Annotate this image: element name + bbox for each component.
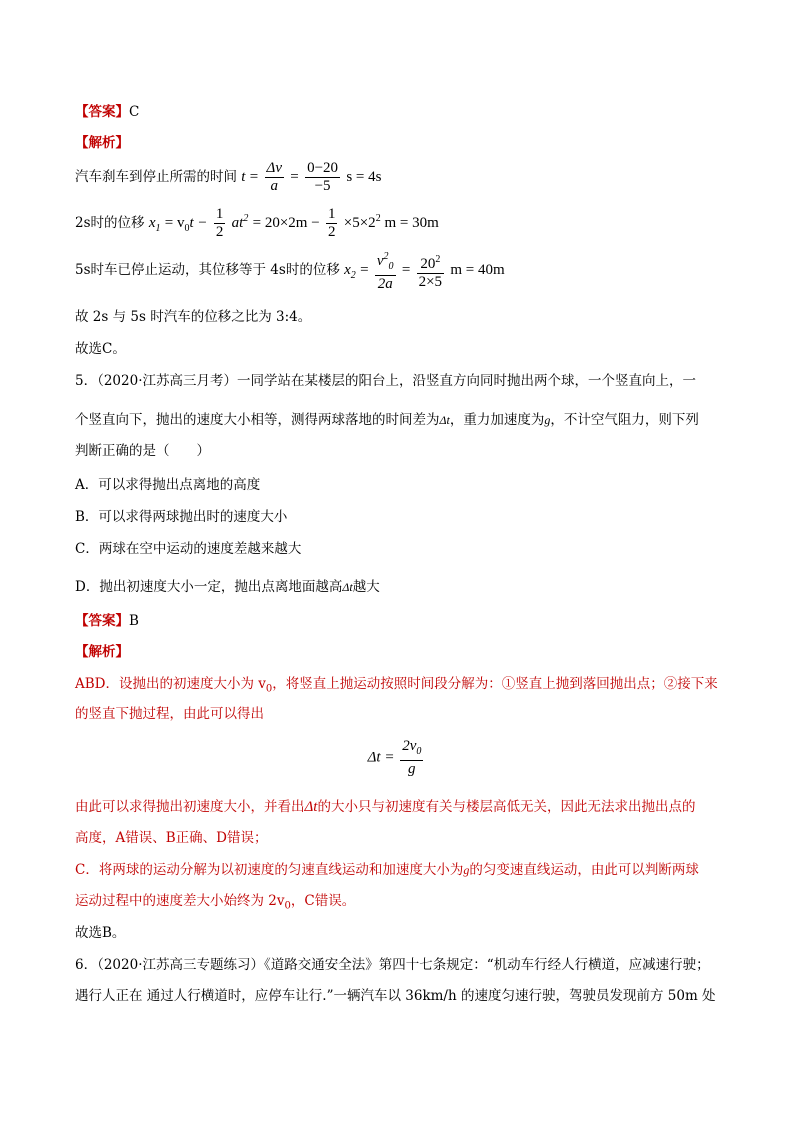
analysis-line-1 — [75, 674, 718, 700]
numerator: 1 — [327, 206, 336, 222]
centered-equation — [0, 738, 793, 778]
option-a: A．可以求得抛出点离地的高度 — [75, 477, 261, 493]
superscript: 2 — [243, 213, 249, 224]
eq-text: = v — [164, 215, 185, 231]
fraction-half — [214, 206, 226, 241]
analysis-heading — [75, 642, 129, 662]
denominator: 2 — [215, 224, 224, 240]
eq-v0t — [164, 215, 208, 234]
q-text: 越大 — [352, 579, 380, 595]
solution-line-3 — [75, 248, 505, 296]
subscript: 0 — [265, 683, 273, 695]
numerator — [400, 738, 423, 761]
analysis-tag: 【解析】 — [75, 644, 129, 660]
equals: = — [360, 262, 369, 278]
eq-text: ×5×2 — [343, 215, 376, 231]
superscript: 2 — [383, 251, 389, 262]
numerator: 1 — [215, 206, 224, 222]
subscript: 2 — [350, 270, 356, 281]
analysis-heading — [75, 133, 129, 153]
denominator: 2 — [327, 224, 336, 240]
result: m = 40m — [450, 262, 505, 278]
var-g: g — [463, 863, 470, 877]
delta-t: Δt — [342, 580, 353, 594]
denominator: 2×5 — [418, 273, 443, 290]
result — [344, 215, 439, 231]
analysis-line-3 — [75, 797, 695, 817]
eq-text: v — [376, 253, 384, 269]
a-text: 运动过程中的速度差大小始终为 2v — [75, 893, 285, 909]
solution-line-4: 故 2s 与 5s 时汽车的位移之比为 3:4。 — [75, 309, 312, 325]
a-text: 的大小只与初速度有关与楼层高低无关，因此无法求出抛出点的 — [317, 799, 696, 815]
question-6-line-1: 6．（2020·江苏高三专题练习）《道路交通安全法》第四十七条规定：“机动车行经人行横道，应减速行驶； — [75, 957, 710, 973]
a-text: ，C错误。 — [290, 893, 356, 909]
answer-value: C — [129, 104, 140, 120]
fraction-values — [417, 251, 444, 291]
answer-tag: 【答案】 — [75, 613, 129, 629]
eq-text: = 20×2m − — [252, 215, 320, 231]
analysis-line-5 — [75, 860, 699, 880]
numerator: Δv — [266, 160, 282, 176]
superscript: 2 — [435, 253, 441, 265]
answer-line — [75, 102, 139, 122]
question-5-line-3: 判断正确的是（ ） — [75, 443, 210, 459]
a-text: 由此可以求得抛出初速度大小，并看出 — [75, 799, 305, 815]
var-t: t — [241, 169, 246, 185]
eq-text: m = 30m — [384, 215, 439, 231]
var-g: g — [544, 413, 551, 427]
subscript: 0 — [388, 261, 394, 272]
fraction-dv-a — [265, 160, 284, 195]
q-text: ，重力加速度为 — [449, 412, 545, 428]
eq-text: 20 — [420, 255, 436, 272]
answer-line — [75, 611, 139, 631]
option-d — [75, 577, 380, 597]
a-text: 的匀变速直线运动，由此可以判断两球 — [469, 862, 699, 878]
analysis-line-7: 故选B。 — [75, 925, 126, 941]
solution-text: 汽车刹车到停止所需的时间 — [75, 169, 237, 185]
var-x: x — [344, 262, 351, 278]
question-6-line-2: 遇行人正在 通过人行横道时，应停车让行.”一辆汽车以 36km/h 的速度匀速行驶，驾驶员发现前方 50m 处 — [75, 988, 716, 1004]
denominator: −5 — [314, 178, 331, 194]
subscript: 0 — [416, 746, 422, 757]
fraction-2v0-g — [400, 738, 423, 778]
analysis-line-6 — [75, 891, 355, 917]
answer-tag: 【答案】 — [75, 104, 129, 120]
solution-line-2 — [75, 200, 439, 248]
q-text: D．抛出初速度大小一定，抛出点离地面越高 — [75, 579, 343, 595]
eq-text: at — [231, 215, 244, 231]
solution-text: 5s时车已停止运动，其位移等于 4s时的位移 — [75, 262, 340, 278]
at-squared — [232, 215, 249, 231]
numerator — [375, 248, 396, 276]
q-text: ，不计空气阻力，则下列 — [550, 412, 699, 428]
eq-text: 2v — [402, 738, 417, 754]
delta-t: Δt — [304, 799, 318, 815]
analysis-tag: 【解析】 — [75, 135, 129, 151]
superscript: 2 — [375, 213, 381, 224]
option-b: B．可以求得两球抛出时的速度大小 — [75, 509, 288, 525]
equals: = — [401, 262, 411, 278]
analysis-line-2: 的竖直下抛过程，由此可以得出 — [75, 706, 264, 722]
denominator: a — [270, 178, 279, 194]
question-5-line-2 — [75, 410, 699, 430]
solution-line-5: 故选C。 — [75, 341, 126, 357]
fraction-v0sq-2a — [375, 248, 396, 293]
q-text: 个竖直向下，抛出的速度大小相等，测得两球落地的时间差为 — [75, 412, 440, 428]
solution-text: 2s时的位移 — [75, 215, 145, 231]
option-c: C．两球在空中运动的速度差越来越大 — [75, 541, 302, 557]
eq-lhs: Δt = — [367, 749, 395, 766]
question-5-line-1: 5．（2020·江苏高三月考）一同学站在某楼层的阳台上，沿竖直方向同时抛出两个球，一个竖直向上，一 — [75, 373, 696, 389]
var-x1 — [148, 215, 161, 234]
fraction-half — [326, 206, 338, 241]
var-x2 — [344, 262, 356, 281]
subscript: 0 — [184, 223, 190, 234]
analysis-line-4: 高度，A错误、B正确、D错误； — [75, 830, 268, 846]
numerator — [417, 251, 444, 274]
eq-text: t − — [189, 215, 208, 231]
delta-t: Δt — [439, 413, 450, 427]
solution-line-1 — [75, 158, 381, 196]
subscript: 1 — [155, 223, 161, 234]
a-text: C．将两球的运动分解为以初速度的匀速直线运动和加速度大小为 — [75, 862, 464, 878]
a-text: ABD．设抛出的初速度大小为 v — [75, 676, 266, 692]
denominator: 2a — [377, 276, 393, 292]
answer-value: B — [129, 613, 139, 629]
denominator: g — [408, 761, 416, 777]
a-text: ，将竖直上抛运动按照时间段分解为：①竖直上抛到落回抛出点；②接下来 — [272, 676, 718, 692]
var-x: x — [148, 215, 156, 231]
subscript: 0 — [284, 900, 291, 912]
result: s = 4s — [346, 169, 382, 185]
equals: = — [290, 169, 299, 185]
equals: = — [249, 169, 259, 185]
numerator: 0−20 — [307, 160, 339, 176]
fraction-values — [305, 160, 340, 195]
